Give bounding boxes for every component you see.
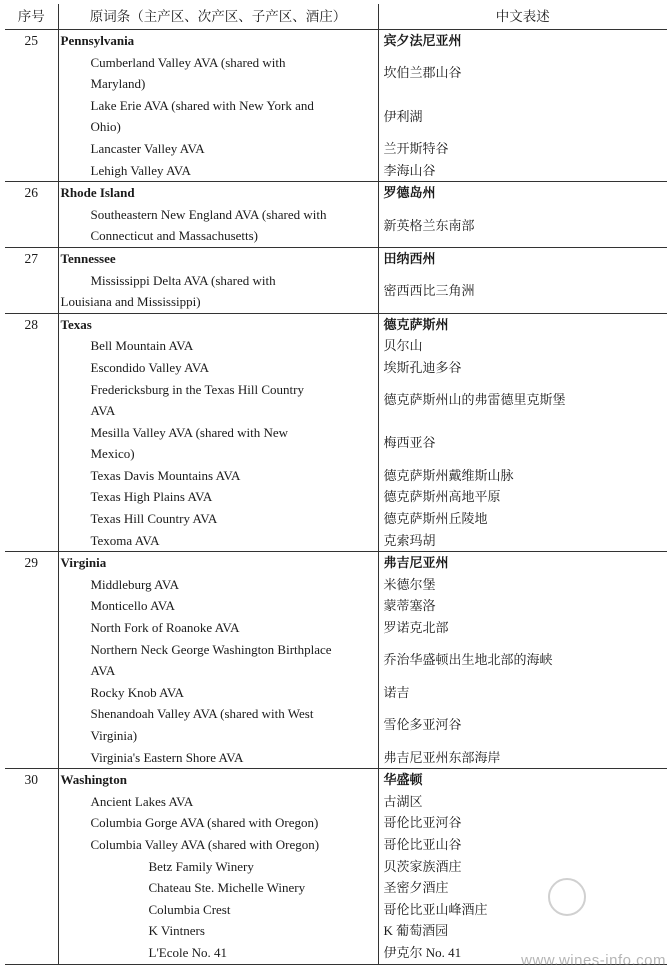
ava-name-en <box>58 379 378 422</box>
ava-row <box>5 682 667 704</box>
region-row <box>5 182 667 204</box>
ava-name-zh: 埃斯孔迪多谷 <box>383 359 462 375</box>
term-line: Ancient Lakes AVA <box>90 793 194 809</box>
ava-name-zh: 古湖区 <box>383 793 423 809</box>
row-number: 28 <box>5 313 58 552</box>
term-line: Southeastern New England AVA (shared with <box>90 206 327 222</box>
ava-name-en <box>58 595 378 617</box>
ava-row <box>5 530 667 552</box>
ava-name-en <box>58 834 378 856</box>
ava-row <box>5 138 667 160</box>
ava-name-zh: 梅西亚谷 <box>383 435 436 451</box>
ava-name-zh: 乔治华盛顿出生地北部的海峡 <box>383 652 553 668</box>
region-name-zh: 宾夕法尼亚州 <box>383 33 462 48</box>
ava-name-zh: 德克萨斯州高地平原 <box>383 489 501 505</box>
ava-name-zh: 弗吉尼亚州东部海岸 <box>383 749 501 765</box>
term-line: Texas Davis Mountains AVA <box>90 467 241 483</box>
ava-name-zh: 密西西比三角洲 <box>383 283 475 299</box>
ava-name-en <box>58 812 378 834</box>
ava-row <box>5 160 667 182</box>
ava-name-zh: 德克萨斯州山的弗雷德里克斯堡 <box>383 392 566 408</box>
term-line: Northern Neck George Washington Birthplace <box>90 641 332 657</box>
region-name-zh: 弗吉尼亚州 <box>383 555 449 571</box>
term-line: Louisiana and Mississippi) <box>60 294 201 310</box>
ava-name-zh: 米德尔堡 <box>383 576 436 592</box>
ava-name-en <box>58 204 378 248</box>
region-name-zh: 田纳西州 <box>383 250 436 266</box>
winery-name-en <box>58 942 378 964</box>
ava-row <box>5 812 667 834</box>
ava-name-zh: 哥伦比亚山谷 <box>383 836 462 852</box>
term-line: Bell Mountain AVA <box>90 338 194 354</box>
ava-name-en <box>58 335 378 357</box>
ava-name-en <box>58 508 378 530</box>
ava-name-en <box>58 703 378 746</box>
region-group <box>5 247 667 313</box>
ava-row <box>5 52 667 95</box>
table-header <box>5 4 667 30</box>
ava-name-en <box>58 95 378 138</box>
region-row <box>5 30 667 52</box>
winery-row <box>5 920 667 942</box>
winery-name-zh: 伊克尔 No. 41 <box>383 944 462 960</box>
header-original-term: 原词条（主产区、次产区、子产区、酒庄） <box>58 4 378 30</box>
ava-name-en <box>58 52 378 95</box>
watermark-seal-icon <box>548 878 586 916</box>
term-line: Betz Family Winery <box>148 858 254 874</box>
ava-row <box>5 617 667 639</box>
ava-name-en <box>58 270 378 314</box>
term-line: Texas High Plains AVA <box>90 489 213 505</box>
winery-name-zh: 圣密夕酒庄 <box>383 880 449 896</box>
header-chinese-term: 中文表述 <box>378 4 667 30</box>
ava-name-en <box>58 747 378 769</box>
term-line: Texas Hill Country AVA <box>90 511 218 527</box>
ava-name-zh: 伊利湖 <box>383 108 423 124</box>
term-line: Columbia Valley AVA (shared with Oregon) <box>90 836 320 852</box>
winery-name-zh: 贝茨家族酒庄 <box>383 858 462 874</box>
winery-row <box>5 856 667 878</box>
ava-row <box>5 422 667 465</box>
region-name-en: Washington <box>58 769 378 791</box>
region-row <box>5 769 667 791</box>
term-line: Columbia Gorge AVA (shared with Oregon) <box>90 815 319 831</box>
ava-name-en <box>58 160 378 182</box>
ava-row <box>5 204 667 248</box>
ava-row <box>5 595 667 617</box>
ava-name-zh: 新英格兰东南部 <box>383 217 475 233</box>
region-row <box>5 552 667 574</box>
region-group <box>5 769 667 964</box>
term-line: Lake Erie AVA (shared with New York and <box>90 97 314 113</box>
ava-name-zh: 哥伦比亚河谷 <box>383 815 462 831</box>
term-line: Middleburg AVA <box>90 576 179 592</box>
region-name-en: Virginia <box>58 552 378 574</box>
ava-row <box>5 270 667 314</box>
ava-name-en <box>58 138 378 160</box>
region-name-en: Tennessee <box>58 247 378 269</box>
ava-row <box>5 335 667 357</box>
ava-name-en <box>58 465 378 487</box>
region-name-zh: 罗德岛州 <box>383 185 436 201</box>
ava-row <box>5 508 667 530</box>
ava-row <box>5 486 667 508</box>
term-line: Monticello AVA <box>90 598 175 614</box>
winery-name-en <box>58 877 378 899</box>
term-line: Lancaster Valley AVA <box>90 140 205 156</box>
ava-row <box>5 834 667 856</box>
term-line: Shenandoah Valley AVA (shared with West <box>90 706 314 722</box>
row-number: 27 <box>5 247 58 313</box>
term-line: K Vintners <box>148 923 205 939</box>
term-line: Lehigh Valley AVA <box>90 162 191 178</box>
ava-name-en <box>58 682 378 704</box>
term-line: Virginia's Eastern Shore AVA <box>90 749 244 765</box>
term-line: Fredericksburg in the Texas Hill Country <box>90 381 304 397</box>
term-line: Mississippi Delta AVA (shared with <box>90 272 276 288</box>
region-row <box>5 247 667 269</box>
region-group <box>5 313 667 552</box>
ava-row <box>5 747 667 769</box>
row-number: 30 <box>5 769 58 964</box>
term-line: Virginia) <box>90 728 138 743</box>
region-row <box>5 313 667 335</box>
row-number: 26 <box>5 182 58 248</box>
ava-name-zh: 李海山谷 <box>383 162 436 178</box>
ava-name-zh: 兰开斯特谷 <box>383 140 449 156</box>
ava-name-en <box>58 791 378 813</box>
term-line: Texoma AVA <box>90 532 160 548</box>
term-line: AVA <box>90 663 116 679</box>
term-line: Chateau Ste. Michelle Winery <box>148 880 306 896</box>
ava-row <box>5 95 667 138</box>
term-line: Escondido Valley AVA <box>90 359 209 375</box>
ava-row <box>5 465 667 487</box>
term-line: North Fork of Roanoke AVA <box>90 620 240 636</box>
region-group <box>5 30 667 182</box>
ava-row <box>5 703 667 746</box>
ava-name-zh: 坎伯兰郡山谷 <box>383 65 462 81</box>
row-number: 29 <box>5 552 58 769</box>
term-line: Maryland) <box>90 76 146 92</box>
region-name-en: Rhode Island <box>58 182 378 204</box>
term-line: Columbia Crest <box>148 901 231 917</box>
watermark-text: www.wines-info.com <box>521 952 666 969</box>
ava-row <box>5 574 667 596</box>
row-number: 25 <box>5 30 58 182</box>
region-group <box>5 552 667 769</box>
ava-name-en <box>58 639 378 682</box>
region-name-zh: 德克萨斯州 <box>383 316 449 332</box>
term-line: Cumberland Valley AVA (shared with <box>90 54 286 70</box>
ava-name-en <box>58 357 378 379</box>
ava-name-zh: 德克萨斯州丘陵地 <box>383 511 488 527</box>
header-number: 序号 <box>5 4 58 30</box>
ava-name-en <box>58 617 378 639</box>
winery-name-en <box>58 920 378 942</box>
ava-name-zh: 诺吉 <box>383 684 410 700</box>
winery-name-en <box>58 899 378 921</box>
ava-name-zh: 蒙蒂塞洛 <box>383 598 436 614</box>
region-group <box>5 182 667 248</box>
ava-name-en <box>58 574 378 596</box>
region-name-en: Pennsylvania <box>58 30 378 52</box>
winery-name-zh: 哥伦比亚山峰酒庄 <box>383 901 488 917</box>
region-name-zh: 华盛顿 <box>383 772 423 788</box>
term-line: AVA <box>90 403 116 419</box>
winery-name-zh: K 葡萄酒园 <box>383 923 449 939</box>
ava-row <box>5 639 667 682</box>
ava-name-zh: 克索玛胡 <box>383 532 436 548</box>
region-name-en: Texas <box>58 313 378 335</box>
term-line: Rocky Knob AVA <box>90 684 184 700</box>
ava-row <box>5 379 667 422</box>
ava-name-zh: 罗诺克北部 <box>383 620 449 636</box>
term-line: Ohio) <box>90 119 121 135</box>
ava-row <box>5 791 667 813</box>
ava-row <box>5 357 667 379</box>
ava-name-en <box>58 486 378 508</box>
ava-name-en <box>58 422 378 465</box>
appellation-table <box>5 4 667 965</box>
winery-name-en <box>58 856 378 878</box>
term-line: L'Ecole No. 41 <box>148 944 228 960</box>
term-line: Connecticut and Massachusetts) <box>90 228 259 244</box>
ava-name-zh: 德克萨斯州戴维斯山脉 <box>383 467 514 483</box>
ava-name-en <box>58 530 378 552</box>
ava-name-zh: 贝尔山 <box>383 338 423 354</box>
ava-name-zh: 雪伦多亚河谷 <box>383 717 462 733</box>
term-line: Mexico) <box>90 446 135 462</box>
term-line: Mesilla Valley AVA (shared with New <box>90 424 289 440</box>
